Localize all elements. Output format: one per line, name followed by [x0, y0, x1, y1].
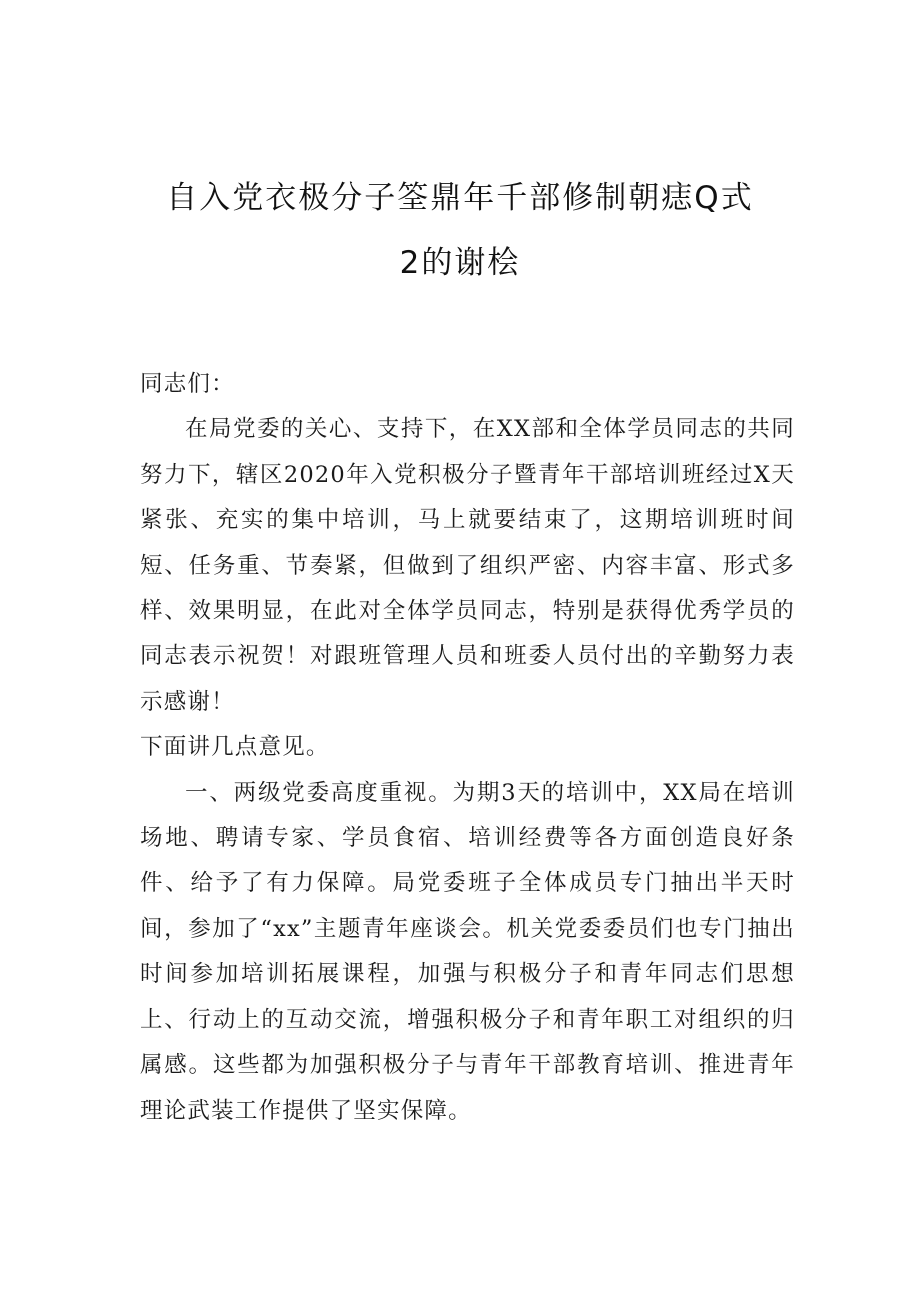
paragraph-transition: 下面讲几点意见。: [140, 734, 330, 761]
paragraph-point-one: 一、两级党委高度重视。为期3天的培训中，XX局在培训场地、聘请专家、学员食宿、培训经费等各方面创造良好条件、给予了有力保障。局党委班子全体成员专门抽出半天时间，参加了“xx”主题青年座谈会。机关党委委员们也专门抽出时间参加培训拓展课程，加强与积极分子和青年同志们思想上、行动上的互动交流，增强积极分子和青年职工对组织的归属感。这些都为加强积极分子与青年干部教育培训、推进青年理论武装工作提供了坚实保障。: [140, 779, 795, 1124]
document-body: [140, 362, 795, 1134]
paragraph-opening: 在局党委的关心、支持下，在XX部和全体学员同志的共同努力下，辖区2020年入党积极分子暨青年干部培训班经过X天紧张、充实的集中培训，马上就要结束了，这期培训班时间短、任务重、节奏紧，但做到了组织严密、内容丰富、形式多样、效果明显，在此对全体学员同志，特别是获得优秀学员的同志表示祝贺！对跟班管理人员和班委人员付出的辛勤努力表示感谢！: [140, 416, 795, 715]
document-title-line-1: 自入党衣极分子筌鼎年千部修制朝痣Q式: [166, 180, 754, 216]
salutation: 同志们：: [140, 371, 235, 397]
document-title-line-2: 2的谢桧: [399, 245, 521, 281]
